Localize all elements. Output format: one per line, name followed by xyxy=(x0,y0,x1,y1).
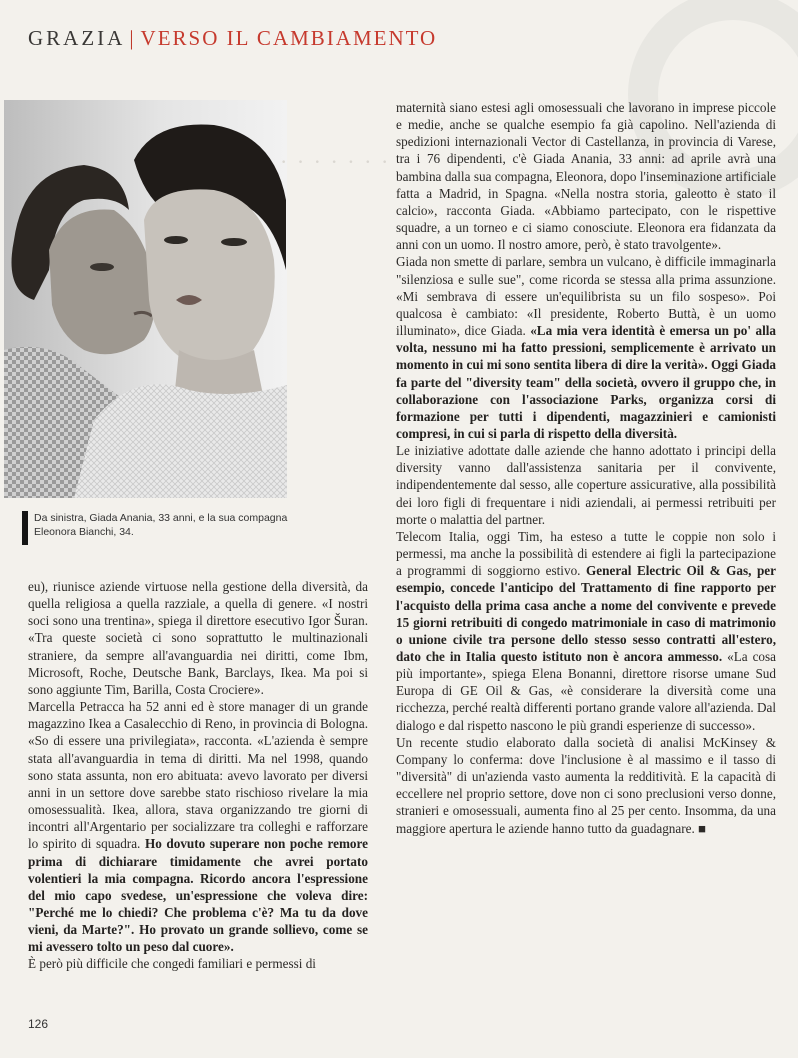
article-photo xyxy=(4,100,287,498)
magazine-brand: GRAZIA xyxy=(28,26,126,50)
print-through-text: · · · · · · · xyxy=(280,149,391,174)
photo-caption xyxy=(34,511,294,539)
section-title: VERSO IL CAMBIAMENTO xyxy=(140,26,438,50)
paragraph: Telecom Italia, oggi Tim, ha esteso a tutte le coppie non solo i permessi, ma anche la possibilità di estendere ai figli la partecipazione a programmi di soggiorno estivo. General Electric Oil & Gas, per esempio, concede l'anticipo del Trattamento di fine rapporto per l'acquisto della prima casa anche a nome del convivente e prevede 15 giorni retribuiti di congedo matrimoniale in caso di matrimonio o unione civile tra persone dello stesso sesso contratti all'estero, dato che in Italia questo istituto non è ancora ammesso. «La cosa più importante», spiega Elena Bonanni, direttore risorse umane Sud Europa di GE Oil & Gas, «è considerare la diversità come una ricchezza, perché realtà differenti portano grande valore all'azienda. Dal dialogo e dal rispetto nascono le più grandi esperienze di successo». xyxy=(396,528,777,733)
paragraph: Le iniziative adottate dalle aziende che hanno adottato i principi della diversity vanno dall'assistenza sanitaria per il convivente, indipendentemente dal sesso, alle coperture assicurative, alla possibilità dei loro figli di frequentare i nidi aziendali, ai permessi retribuiti per morte o malattia del partner. xyxy=(396,443,776,527)
caption-text: Da sinistra, Giada Anania, 33 anni, e la sua compagna Eleonora Bianchi, 34. xyxy=(34,512,288,538)
caption-marker xyxy=(22,511,28,545)
header-separator: | xyxy=(129,26,134,50)
page-number: 126 xyxy=(28,1017,49,1031)
article-column-right xyxy=(396,99,776,837)
page-header xyxy=(28,26,437,56)
end-mark: ■ xyxy=(694,820,707,836)
paragraph: eu), riunisce aziende virtuose nella gestione della diversità, da quella religiosa a quella razziale, a quella di genere. «I nostri soci sono una trentina», spiega il direttore esecutivo Igor Šuran. «Tra queste società ci sono soprattutto le multinazionali straniere, da sempre all'avanguardia nei diritti, come Ibm, Microsoft, Roche, Deutsche Bank, Barclays, Ikea. Ma poi si sono aggiunte Tim, Barilla, Costa Crociere». xyxy=(28,579,368,697)
paragraph: maternità siano estesi agli omosessuali che lavorano in imprese piccole e medie, anche se qualche esempio fa già capolino. Nell'azienda di spedizioni internazionali Vector di Castellanza, in provincia di Varese, tra i 76 dipendenti, c'è Giada Anania, 33 anni: ad aprile avrà una bambina dalla sua compagna, Eleonora, dopo l'inseminazione artificiale fatta a Madrid, in Spagna. «Nella nostra storia, galeotto è stato il calcio», racconta Giada. «Abbiamo partecipato, con le rispettive squadre, a un torneo e ci siamo conosciute. Eleonora era fidanzata da anni con un uomo. Il nostro amore, però, è stato travolgente». xyxy=(396,100,776,253)
paragraph: Un recente studio elaborato dalla società di analisi McKinsey & Company lo conferma: dove l'inclusione è al massimo e il tasso di "diversità" di un'azienda vasto aumenta la redditività. E la capacità di eccellere nel proprio settore, dove non ci sono preclusioni verso donne, stranieri e omosessuali, aumenta fino al 25 per cento. Insomma, da una maggiore apertura le aziende hanno tutto da guadagnare. ■ xyxy=(396,734,776,836)
paragraph: Marcella Petracca ha 52 anni ed è store manager di un grande magazzino Ikea a Casalecchio di Reno, in provincia di Bologna. «So di essere una privilegiata», racconta. «L'azienda è sempre stata all'avanguardia in tema di diritti. Ma nel 1998, quando sono stata assunta, non ero abituata: avevo lavorato per diversi anni in un settore dove sarebbe stato rischioso rivelare la mia omosessualità. Ikea, allora, stava organizzando tre giorni di incontri all'Argentario per socializzare tra colleghi e rafforzare lo spirito di squadra. Ho dovuto superare non poche remore prima di dichiarare timidamente che avrei portato volentieri la mia compagna. Ricordo ancora l'espressione del mio capo svedese, un'espressione che voleva dire: "Perché me lo chiedi? Che problema c'è? Ma tu da dove vieni, da Marte?". Ho provato un grande sollievo, come se mi avessero tolto un peso dal cuore». xyxy=(28,699,368,955)
paragraph: Giada non smette di parlare, sembra un vulcano, è difficile immaginarla "silenziosa e sulle sue", come ricorda se stessa alla prima assunzione. «Mi sembrava di essere un'equilibrista su un filo sospeso». Poi qualcosa è cambiato: «Il presidente, Roberto Buttà, è un uomo illuminato», dice Giada. «La mia vera identità è emersa un po' alla volta, nessuno mi ha fatto pressioni, semplicemente è arrivato un momento in cui mi sono sentita libera di dire la verità». Oggi Giada fa parte del "diversity team" della società, ovvero il gruppo che, in collaborazione con l'associazione Parks, organizza corsi di formazione per tutti i dipendenti, magazzinieri e camionisti compresi, in cui si parla di rispetto della diversità. xyxy=(396,254,776,441)
paragraph: È però più difficile che congedi familiari e permessi di xyxy=(28,956,316,972)
article-column-left xyxy=(28,578,368,973)
photo-two-women-icon xyxy=(4,100,287,498)
